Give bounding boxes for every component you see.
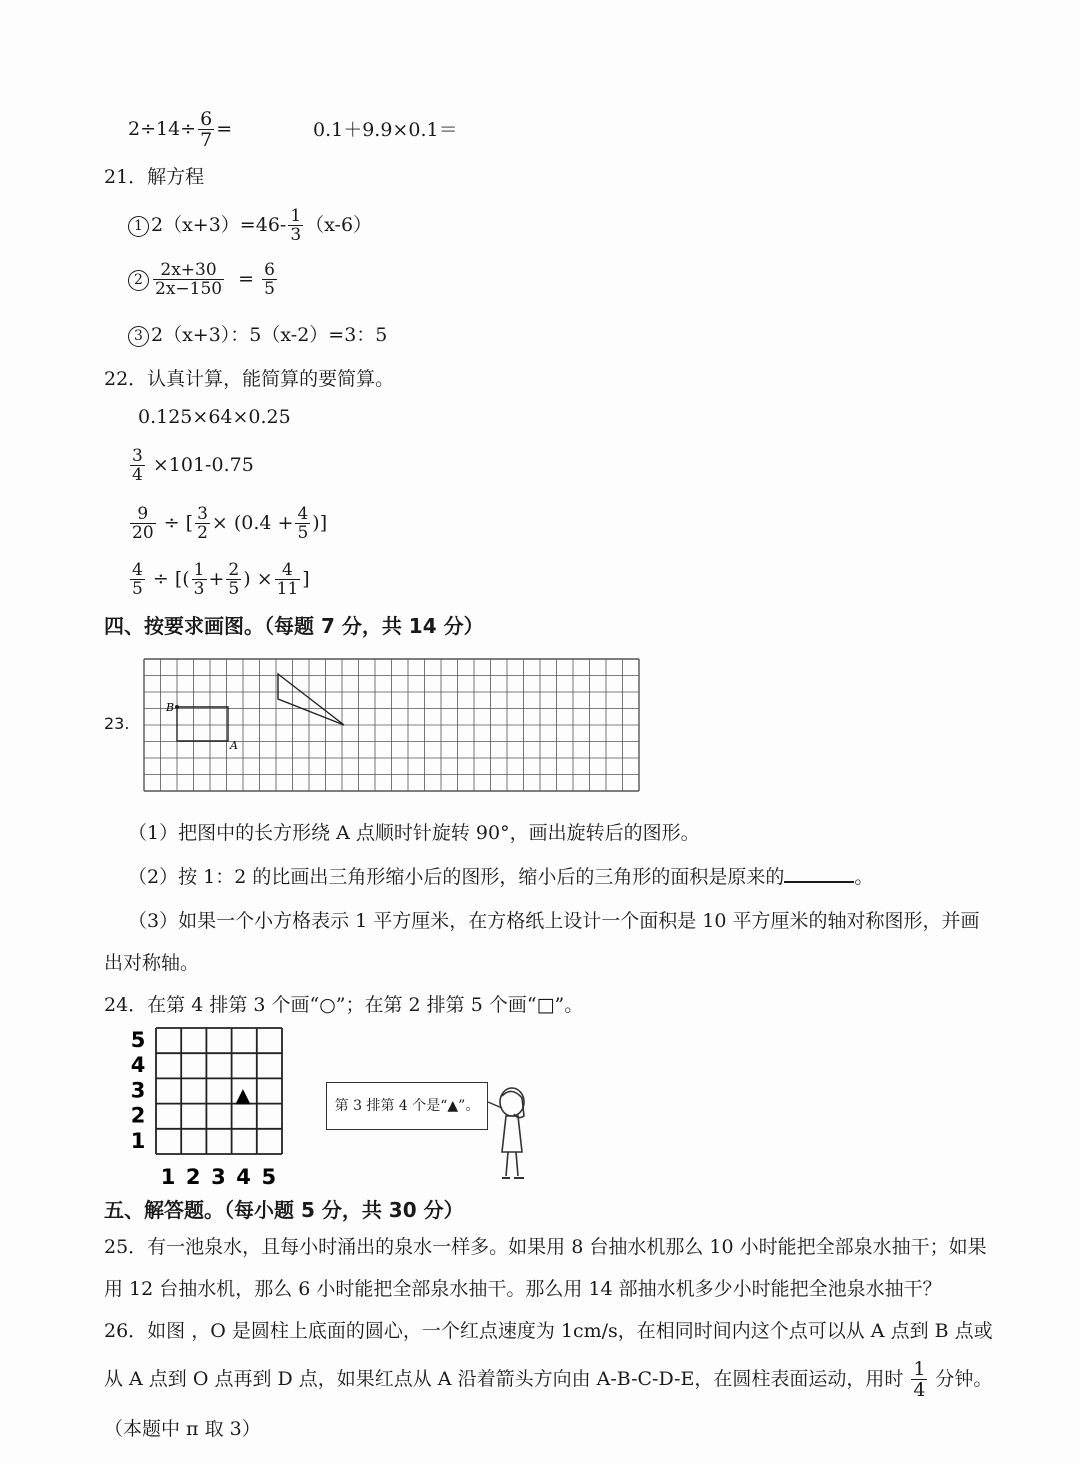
row-label: 3 [130, 1078, 146, 1103]
numerator: 4 [282, 560, 293, 580]
calc-expression-2: 0.1＋9.9×0.1＝ [313, 119, 458, 141]
point-b [175, 705, 179, 709]
q21-equation-3 [128, 320, 387, 347]
q23-part-3-line-1: （3）如果一个小方格表示 1 平方厘米，在方格纸上设计一个面积是 10 平方厘米的轴对称图形，并画 [128, 910, 980, 932]
fraction [192, 562, 207, 598]
q25-line-1: 25．有一池泉水，且每小时涌出的泉水一样多。如果用 8 台抽水机那么 10 小时能把全部泉水抽干；如果 [104, 1236, 987, 1258]
column-label: 5 [261, 1165, 277, 1189]
numerator: 2 [228, 560, 240, 580]
numerator: 3 [132, 446, 143, 466]
denominator: 4 [913, 1379, 926, 1401]
expr-text: 2（x+3）：5（x-2）=3：5 [151, 324, 388, 346]
expr-text: )] [312, 512, 328, 534]
q26-note: （本题中 π 取 3） [104, 1418, 261, 1440]
fraction [288, 208, 303, 244]
fraction [198, 110, 214, 150]
expr-text: ×101-0.75 [152, 454, 254, 476]
expr-text: 。 [854, 866, 874, 888]
speech-bubble: 第 3 排第 4 个是“▲”。 [326, 1082, 488, 1130]
row-label: 4 [130, 1053, 146, 1078]
equals-sign: = [238, 268, 255, 290]
row-label: 5 [130, 1028, 146, 1052]
q23-part-1: （1）把图中的长方形绕 A 点顺时针旋转 90°，画出旋转后的图形。 [128, 822, 700, 844]
calc-expression-1 [128, 110, 232, 150]
rectangle-shape [177, 707, 228, 741]
numerator: 2x+30 [160, 260, 217, 280]
numerator: 1 [193, 560, 205, 580]
expr-text: 2÷14÷ [128, 118, 197, 140]
expr-text: ) × [243, 568, 273, 590]
triangle-shape [278, 674, 344, 725]
numerator: 3 [197, 504, 208, 524]
column-labels [161, 1165, 276, 1189]
expr-text: + [208, 568, 225, 590]
denominator: 20 [132, 523, 154, 543]
circled-number: 2 [128, 270, 149, 291]
denominator: 3 [193, 579, 205, 599]
q23-part-3-line-2: 出对称轴。 [104, 952, 200, 974]
fraction [130, 448, 145, 484]
denominator: 5 [228, 579, 240, 599]
seat-grid [156, 1028, 282, 1154]
q25-line-2: 用 12 台抽水机，那么 6 小时能把全部泉水抽干。那么用 14 部抽水机多少小时能把全池泉水抽干？ [104, 1278, 942, 1300]
q22-expression-3 [128, 506, 327, 542]
row-labels [131, 1028, 146, 1153]
label-b: B [166, 701, 175, 714]
fraction [911, 1360, 927, 1400]
q23-part-2 [128, 862, 873, 889]
numerator: 1 [913, 1358, 926, 1380]
denominator: 7 [200, 129, 213, 151]
denominator: 5 [297, 523, 309, 543]
answer-blank[interactable] [784, 881, 854, 883]
column-label: 3 [211, 1165, 226, 1189]
denominator: 2x−150 [155, 279, 223, 299]
numerator: 4 [132, 560, 143, 580]
fraction [262, 262, 277, 298]
denominator: 4 [132, 465, 143, 485]
fraction [295, 506, 310, 542]
q24-seat-grid [120, 1022, 300, 1192]
fraction [195, 506, 210, 542]
row-label: 1 [130, 1128, 146, 1153]
triangle-marker: ▲ [235, 1083, 251, 1107]
q22-expression-4 [128, 562, 310, 598]
numerator: 6 [200, 108, 213, 130]
expr-text: 分钟。 [935, 1368, 993, 1390]
fraction [153, 262, 224, 298]
column-label: 2 [185, 1165, 201, 1189]
numerator: 1 [290, 206, 302, 226]
denominator: 3 [290, 225, 302, 245]
denominator: 2 [197, 523, 208, 543]
q23-number: 23. [104, 714, 130, 733]
label-a: A [230, 739, 238, 752]
section-5-title: 五、解答题。（每小题 5 分，共 30 分） [104, 1198, 464, 1222]
numerator: 9 [137, 504, 149, 524]
q21-equation-1 [128, 208, 372, 244]
expr-text: ÷ [( [152, 568, 190, 590]
square-grid [144, 659, 639, 791]
q21-equation-2 [128, 262, 279, 298]
q21-title: 21．解方程 [104, 166, 205, 188]
circled-number: 1 [128, 216, 149, 237]
expr-text: ÷ [ [163, 512, 194, 534]
expr-text: × (0.4 + [211, 512, 294, 534]
numerator: 4 [297, 504, 309, 524]
girl-illustration [484, 1086, 544, 1186]
row-label: 2 [130, 1103, 146, 1128]
fraction [130, 562, 145, 598]
fraction [275, 562, 301, 598]
expr-text: ] [302, 568, 310, 590]
fraction [226, 562, 241, 598]
column-label: 4 [236, 1165, 251, 1189]
numerator: 6 [264, 260, 275, 280]
section-4-title: 四、按要求画图。（每题 7 分，共 14 分） [104, 614, 484, 638]
q22-title: 22．认真计算，能简算的要简算。 [104, 368, 395, 390]
q23-grid-figure [140, 655, 640, 795]
expr-text: （2）按 1：2 的比画出三角形缩小后的图形，缩小后的三角形的面积是原来的 [128, 866, 785, 888]
denominator: 11 [276, 579, 299, 599]
column-label: 1 [160, 1165, 176, 1189]
q26-line-1: 26．如图 ，O 是圆柱上底面的圆心，一个红点速度为 1cm/s，在相同时间内这个点可以从 A 点到 B 点或 [104, 1320, 993, 1342]
expr-text: 2（x+3）=46- [151, 214, 287, 236]
fraction [130, 506, 156, 542]
q24-title: 24．在第 4 排第 3 个画“○”；在第 2 排第 5 个画“□”。 [104, 994, 584, 1016]
denominator: 5 [132, 579, 143, 599]
q22-expression-1: 0.125×64×0.25 [138, 406, 291, 428]
expr-text: 从 A 点到 O 点再到 D 点，如果红点从 A 沿着箭头方向由 A-B-C-D-E，在圆柱表面运动，用时 [104, 1368, 904, 1390]
q26-line-2 [104, 1360, 992, 1400]
expr-text: （x-6） [305, 214, 373, 236]
q22-expression-2 [128, 448, 254, 484]
circled-number: 3 [128, 326, 149, 347]
equals-sign: = [216, 118, 233, 140]
denominator: 5 [264, 279, 275, 299]
